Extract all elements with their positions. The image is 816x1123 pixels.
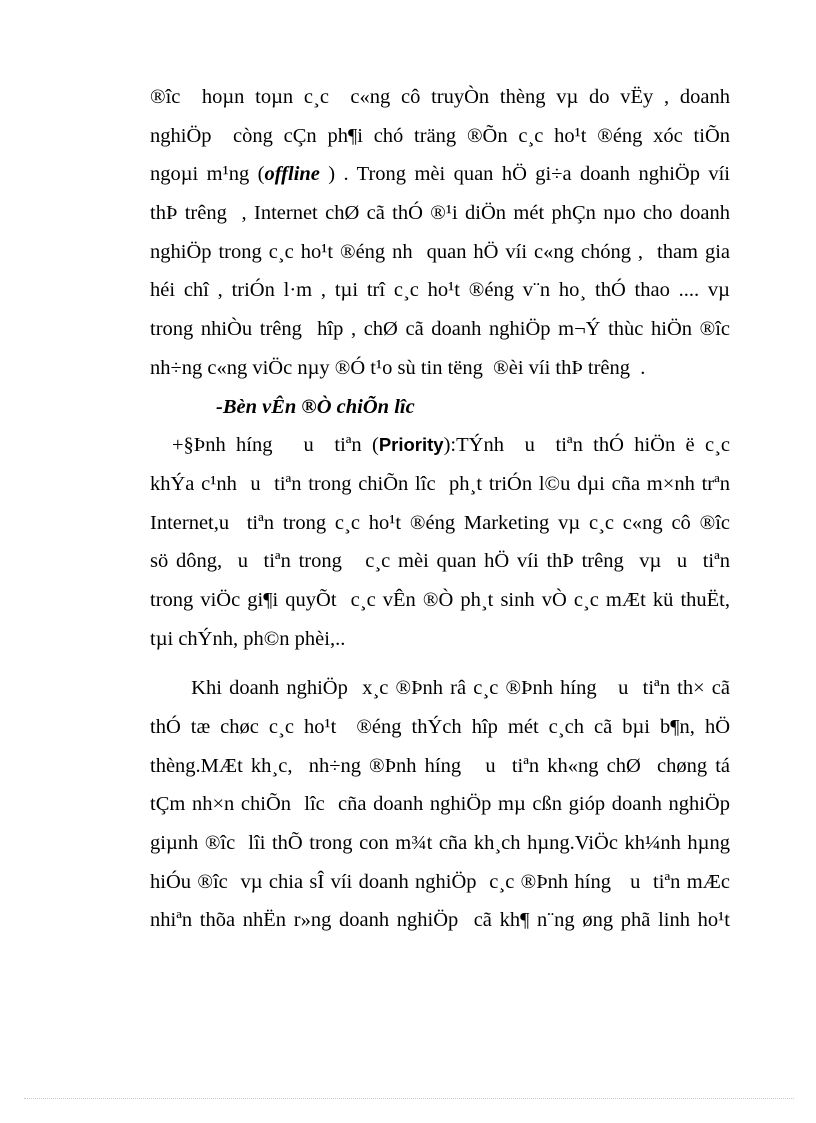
text-line: nhiªn thõa nhËn r»ng doanh nghiÖp cã kh¶ n¨ng øng phã linh ho¹t bbox=[150, 909, 730, 932]
text-run: ):TÝnh u tiªn thÓ hiÖn ë c¸c bbox=[443, 434, 730, 457]
text-line bbox=[150, 159, 730, 198]
text-line: nh÷ng c«ng viÖc nµy ®Ó t¹o sù tin tëng ®èi víi thÞ trêng . bbox=[150, 356, 646, 379]
text-line: giµnh ®îc lîi thÕ trong con m¾t cña kh¸ch hµng.ViÖc kh¼nh hµng bbox=[150, 832, 730, 855]
text-line: sö dông, u tiªn trong c¸c mèi quan hÖ víi thÞ trêng vµ u tiªn bbox=[150, 550, 730, 573]
priority-term: Priority bbox=[378, 434, 444, 456]
text-line: trong nhiÒu trêng hîp , chØ cã doanh nghiÖp m¬Ý thùc hiÖn ®îc bbox=[150, 318, 730, 341]
document-body bbox=[150, 82, 730, 944]
page-divider bbox=[24, 1098, 794, 1099]
text-line: thÓ tæ chøc c¸c ho¹t ®éng thÝch hîp mét c¸ch cã bµi b¶n, hÖ bbox=[150, 716, 730, 738]
text-run: ) . Trong mèi quan hÖ gi÷a doanh nghiÖp víi bbox=[319, 163, 730, 186]
text-line: nghiÖp còng cÇn ph¶i chó träng ®Õn c¸c ho¹t ®éng xóc tiÕn bbox=[150, 124, 730, 147]
text-line bbox=[150, 430, 730, 469]
text-run: ngoµi m¹ng ( bbox=[150, 163, 265, 186]
text-run: +§Þnh híng u tiªn ( bbox=[172, 434, 379, 457]
text-line: thÞ trêng , Internet chØ cã thÓ ®¹i diÖn mét phÇn nµo cho doanh bbox=[150, 202, 730, 225]
text-line: Khi doanh nghiÖp x¸c ®Þnh râ c¸c ®Þnh híng u tiªn th× cã bbox=[184, 677, 730, 700]
text-line: hiÓu ®îc vµ chia sÎ víi doanh nghiÖp c¸c ®Þnh híng u tiªn mÆc bbox=[150, 870, 730, 893]
section-heading: -Bèn vÊn ®Ò chiÕn lîc bbox=[216, 395, 415, 418]
text-line: trong viÖc gi¶i quyÕt c¸c vÊn ®Ò ph¸t sinh vÒ c¸c mÆt kü thuËt, bbox=[150, 588, 730, 611]
paragraph-2 bbox=[150, 430, 730, 662]
paragraph-1 bbox=[150, 82, 730, 392]
text-line: khÝa c¹nh u tiªn trong chiÕn lîc ph¸t triÓn l©u dµi cña m×nh trªn bbox=[150, 472, 730, 495]
text-line: thèng.MÆt kh¸c, nh÷ng ®Þnh híng u tiªn kh«ng chØ chøng tá bbox=[150, 754, 730, 777]
text-line: nghiÖp trong c¸c ho¹t ®éng nh quan hÖ víi c«ng chóng , tham gia bbox=[150, 240, 730, 263]
paragraph-gap bbox=[150, 662, 730, 673]
text-line: héi chî , triÓn l·m , tµi trî c¸c ho¹t ®éng v¨n ho¸ thÓ thao .... vµ bbox=[150, 279, 730, 302]
offline-term: offline bbox=[264, 163, 320, 186]
paragraph-3 bbox=[150, 673, 730, 944]
text-line: tµi chÝnh, ph©n phèi,.. bbox=[150, 627, 346, 650]
text-line: tÇm nh×n chiÕn lîc cña doanh nghiÖp mµ cßn gióp doanh nghiÖp bbox=[150, 793, 730, 816]
text-line: Internet,u tiªn trong c¸c ho¹t ®éng Marketing vµ c¸c c«ng cô ®îc bbox=[150, 511, 730, 534]
text-line: ®îc hoµn toµn c¸c c«ng cô truyÒn thèng vµ do vËy , doanh bbox=[150, 86, 730, 108]
